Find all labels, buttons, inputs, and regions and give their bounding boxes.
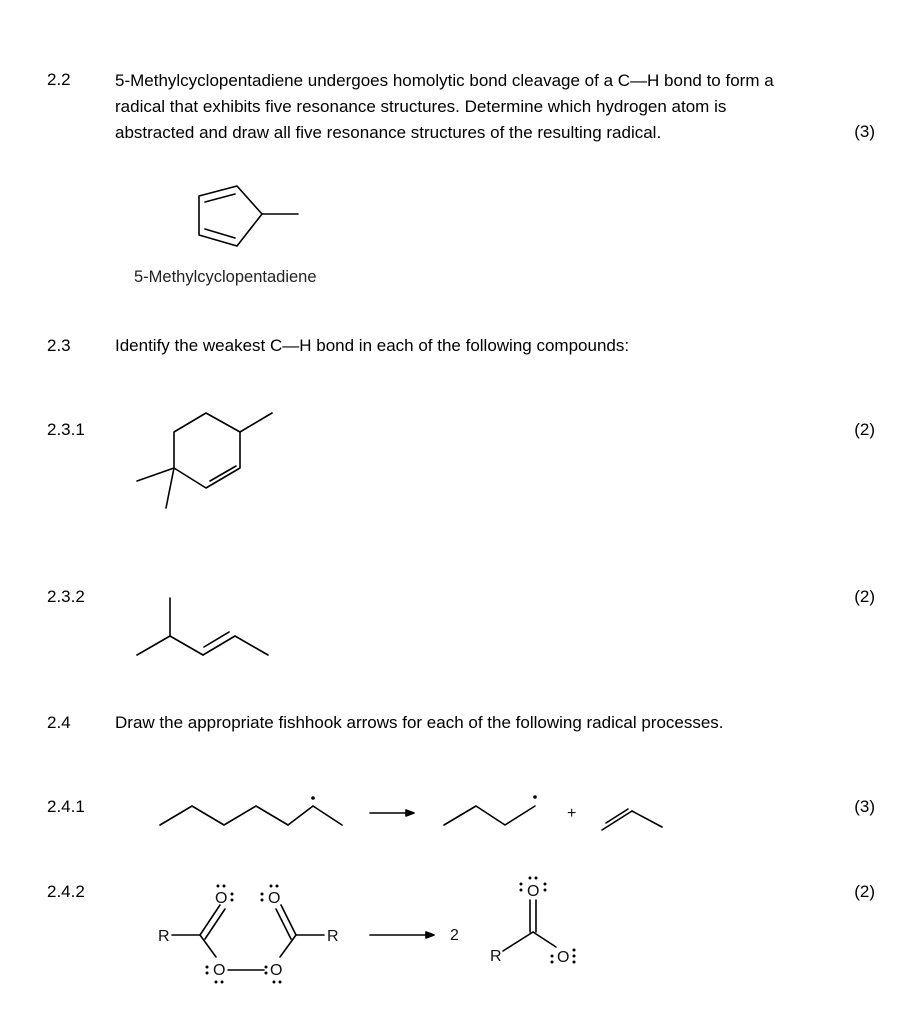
c-o-single-right <box>280 935 296 957</box>
lone-pair-dot <box>221 981 224 984</box>
c-o-double-right-a <box>281 905 296 935</box>
atom-r-left: R <box>158 928 170 945</box>
structure-caption: 5-Methylcyclopentadiene <box>134 268 317 286</box>
lone-pair-dot <box>261 893 264 896</box>
lone-pair-dot <box>573 949 576 952</box>
lone-pair-dot <box>231 893 234 896</box>
lone-pair-dot <box>265 972 268 975</box>
lone-pair-dot <box>270 885 273 888</box>
atom-o-carbonyl-left: O <box>215 890 228 907</box>
atom-o-peroxide-right: O <box>270 962 283 979</box>
question-2-2-line-1: 5-Methylcyclopentadiene undergoes homolytic bond cleavage of a C—H bond to form a <box>115 71 774 90</box>
question-number-2-3-1: 2.3.1 <box>47 420 85 439</box>
lone-pair-dot <box>279 981 282 984</box>
lone-pair-dot <box>551 955 554 958</box>
lone-pair-dot <box>215 981 218 984</box>
c-o-double-right-b <box>276 909 291 939</box>
plus-sign: + <box>567 805 577 822</box>
question-number-2-4: 2.4 <box>47 713 71 732</box>
question-number-2-3: 2.3 <box>47 336 71 355</box>
stoichiometric-coefficient: 2 <box>450 927 459 944</box>
lone-pair-dot <box>206 966 209 969</box>
lone-pair-dot <box>573 955 576 958</box>
lone-pair-dot <box>217 885 220 888</box>
radical-electron <box>573 961 576 964</box>
lone-pair-dot <box>276 885 279 888</box>
marks-2-4-2: (2) <box>854 882 875 901</box>
lone-pair-dot <box>520 889 523 892</box>
question-2-2-line-2: radical that exhibits five resonance structures. Determine which hydrogen atom is <box>115 97 727 116</box>
r-c-bond-product <box>503 932 533 951</box>
lone-pair-dot <box>551 961 554 964</box>
atom-o-carbonyl-right: O <box>268 890 281 907</box>
lone-pair-dot <box>529 877 532 880</box>
atom-r-right: R <box>327 928 339 945</box>
question-2-2-line-3: abstracted and draw all five resonance structures of the resulting radical. <box>115 123 662 142</box>
atom-o-carbonyl-product: O <box>527 883 540 900</box>
question-2-4-text: Draw the appropriate fishhook arrows for each of the following radical processes. <box>115 713 724 732</box>
marks-2-3-1: (2) <box>854 420 875 439</box>
question-number-2-2: 2.2 <box>47 70 71 89</box>
lone-pair-dot <box>265 966 268 969</box>
lone-pair-dot <box>223 885 226 888</box>
arrow-head <box>426 932 434 938</box>
marks-2-4-1: (3) <box>854 797 875 816</box>
lone-pair-dot <box>544 883 547 886</box>
lone-pair-dot <box>231 899 234 902</box>
question-2-3-text: Identify the weakest C—H bond in each of the following compounds: <box>115 336 630 355</box>
lone-pair-dot <box>520 883 523 886</box>
c-o-single-product <box>533 932 556 947</box>
question-number-2-4-2: 2.4.2 <box>47 882 85 901</box>
atom-o-radical-product: O <box>557 949 570 966</box>
c-o-single-left <box>200 935 216 957</box>
lone-pair-dot <box>535 877 538 880</box>
marks-2-3-2: (2) <box>854 587 875 606</box>
lone-pair-dot <box>261 899 264 902</box>
atom-r-product: R <box>490 948 502 965</box>
lone-pair-dot <box>544 889 547 892</box>
question-number-2-4-1: 2.4.1 <box>47 797 85 816</box>
lone-pair-dot <box>273 981 276 984</box>
atom-o-peroxide-left: O <box>213 962 226 979</box>
marks-2-2: (3) <box>854 122 875 141</box>
lone-pair-dot <box>206 972 209 975</box>
question-number-2-3-2: 2.3.2 <box>47 587 85 606</box>
